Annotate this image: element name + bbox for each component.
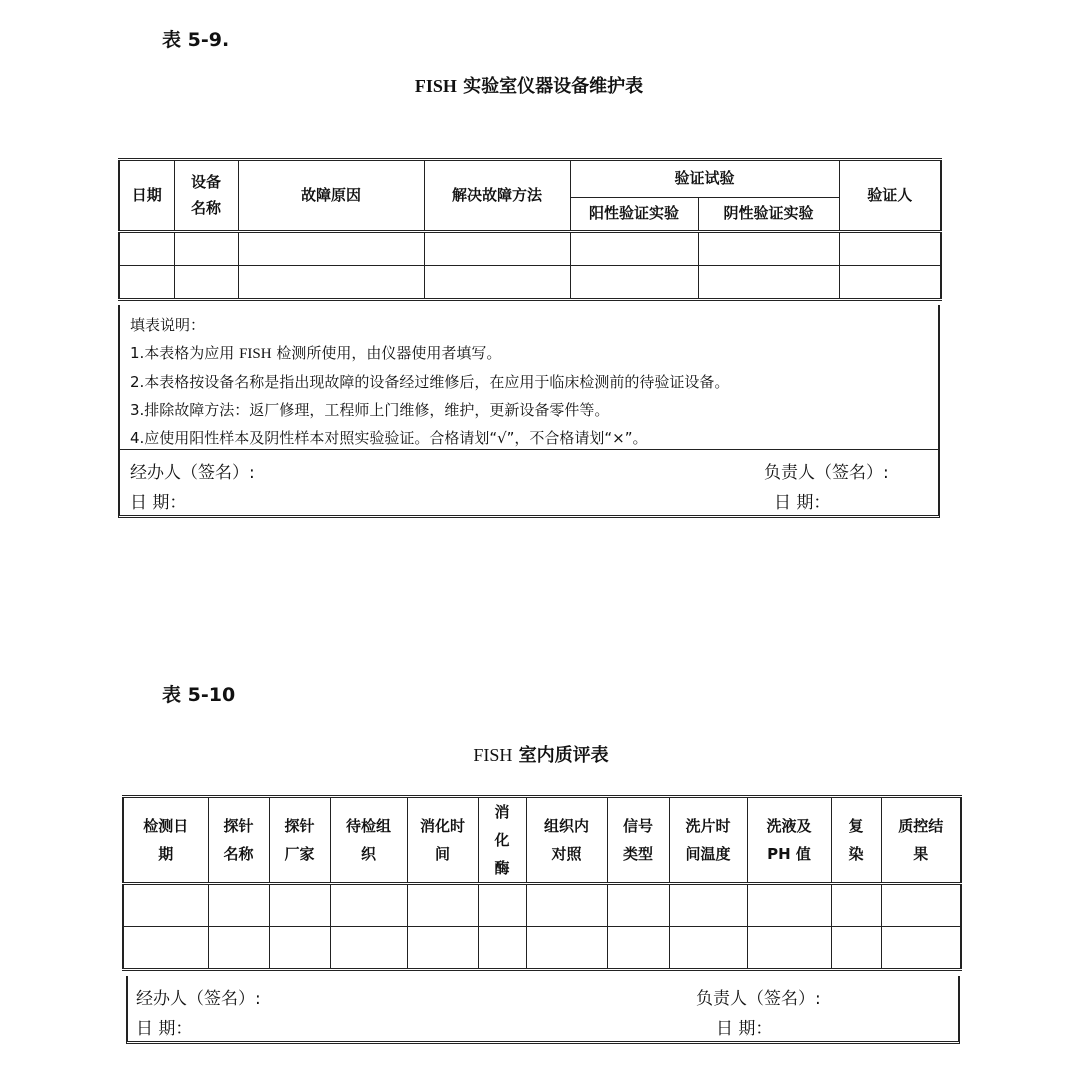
cell[interactable] [526,927,607,970]
maintenance-table [118,158,942,301]
table2-label: 表 5-10 [162,684,236,706]
header-positive-test: 阳性验证实验 [570,198,698,232]
cell[interactable] [123,884,208,927]
cell[interactable] [174,232,238,266]
header-wash-ph: 洗液及 PH 值 [747,797,831,884]
cell[interactable] [269,927,330,970]
responsible-date-label: 日 期： [716,1019,773,1039]
table1-label: 表 5-9. [162,29,230,51]
responsible-signature-label: 负责人（签名）: [764,463,889,483]
header-device-line1: 设备 [190,173,221,191]
cell[interactable] [478,884,526,927]
cell[interactable] [330,884,407,927]
header-device-line2: 名称 [190,198,221,217]
header-date: 日期 [119,160,174,232]
table2-title [122,741,960,767]
cell[interactable] [208,884,269,927]
header-enzyme: 消 化 酶 [478,797,526,884]
table-row [119,266,941,300]
table-row [119,232,941,266]
header-probe-name: 探针 名称 [208,797,269,884]
instruction-1-b: 检测所使用，由仪器使用者填写。 [271,344,502,362]
table-row [123,884,961,927]
table-row [123,927,961,970]
cell[interactable] [881,884,961,927]
responsible-date-label: 日 期： [774,493,831,513]
header-verification-group: 验证试验 [570,160,839,198]
responsible-signature-label: 负责人（签名）: [696,989,821,1009]
cell[interactable] [238,232,424,266]
cell[interactable] [570,232,698,266]
header-fault-cause: 故障原因 [238,160,424,232]
cell[interactable] [698,266,839,300]
header-internal-control: 组织内 对照 [526,797,607,884]
header-counterstain: 复 染 [831,797,881,884]
cell[interactable] [407,884,478,927]
header-test-date: 检测日 期 [123,797,208,884]
table2-header-row [123,797,961,884]
cell[interactable] [119,266,174,300]
instruction-4: 4.应使用阳性样本及阴性样本对照实验验证。合格请划“√”，不合格请划“×”。 [130,429,648,447]
instruction-1 [130,339,928,368]
handler-signature-label: 经办人（签名）: [130,463,255,483]
table2-signature-area [126,976,960,1044]
cell[interactable] [881,927,961,970]
handler-signature-label: 经办人（签名）: [136,989,261,1009]
header-probe-maker: 探针 厂家 [269,797,330,884]
handler-date-label: 日 期： [136,1019,193,1039]
header-negative-test: 阴性验证实验 [698,198,839,232]
header-solution: 解决故障方法 [424,160,570,232]
cell[interactable] [119,232,174,266]
cell[interactable] [208,927,269,970]
table2-title-cn: 室内质评表 [512,745,609,766]
header-device [174,160,238,232]
header-tissue: 待检组 织 [330,797,407,884]
table1-title-latin: FISH [414,76,457,96]
cell[interactable] [831,884,881,927]
cell[interactable] [238,266,424,300]
cell[interactable] [607,884,669,927]
instructions-heading: 填表说明： [130,316,206,334]
instruction-1-a: 1.本表格为应用 [130,344,240,362]
header-qc-result: 质控结 果 [881,797,961,884]
cell[interactable] [747,927,831,970]
cell[interactable] [607,927,669,970]
cell[interactable] [747,884,831,927]
cell[interactable] [269,884,330,927]
fill-instructions [118,305,940,450]
header-verifier: 验证人 [839,160,941,232]
cell[interactable] [570,266,698,300]
cell[interactable] [669,927,747,970]
table1-title-cn: 实验室仪器设备维护表 [456,76,644,97]
cell[interactable] [669,884,747,927]
table1-title [118,72,940,98]
cell[interactable] [330,927,407,970]
cell[interactable] [174,266,238,300]
instruction-1-latin: FISH [239,346,272,362]
table1-signature-area [118,450,940,518]
cell[interactable] [478,927,526,970]
cell[interactable] [839,232,941,266]
cell[interactable] [831,927,881,970]
cell[interactable] [424,232,570,266]
cell[interactable] [526,884,607,927]
instruction-2: 2.本表格按设备名称是指出现故障的设备经过维修后，在应用于临床检测前的待验证设备。 [130,373,730,391]
cell[interactable] [839,266,941,300]
cell[interactable] [424,266,570,300]
cell[interactable] [123,927,208,970]
header-wash-time-temp: 洗片时 间温度 [669,797,747,884]
handler-date-label: 日 期： [130,493,187,513]
cell[interactable] [698,232,839,266]
cell[interactable] [407,927,478,970]
header-signal-type: 信号 类型 [607,797,669,884]
instruction-3: 3.排除故障方法：返厂修理，工程师上门维修，维护，更新设备零件等。 [130,401,610,419]
internal-quality-table [122,795,962,971]
header-digest-time: 消化时 间 [407,797,478,884]
table2-title-latin: FISH [473,745,513,765]
